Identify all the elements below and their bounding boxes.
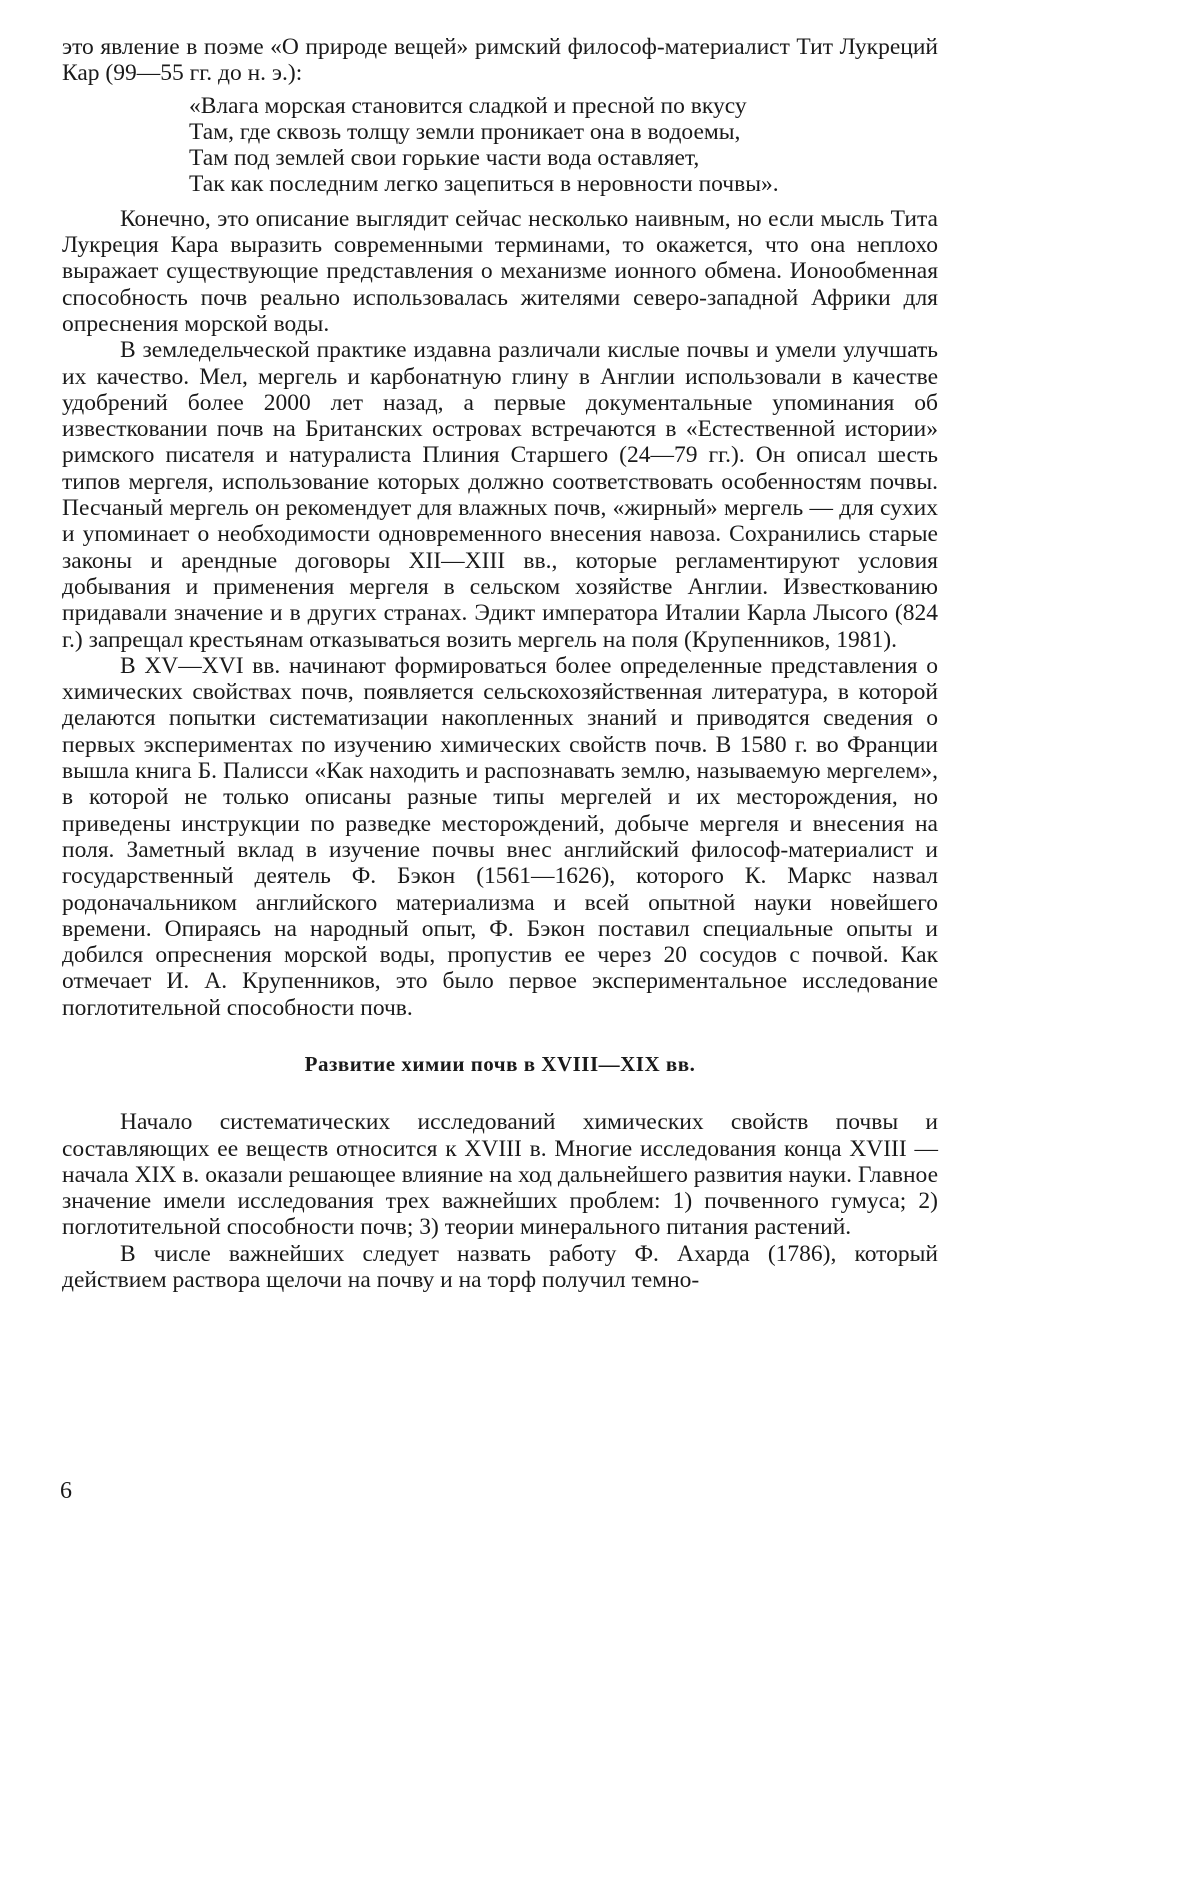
poem-line: Там, где сквозь толщу земли проникает она в водоемы,: [189, 119, 934, 145]
page-number: 6: [60, 1478, 72, 1505]
poem-line: Так как последним легко зацепиться в неровности почвы».: [189, 171, 934, 197]
paragraph-achard: В числе важнейших следует назвать работу Ф. Ахарда (1786), который действием раствора щелочи на почву и на торф получил темно-: [62, 1241, 938, 1294]
section-heading: Развитие химии почв в XVIII—XIX вв.: [62, 1051, 938, 1077]
poem-quote: [189, 93, 934, 198]
intro-paragraph: это явление в поэме «О природе вещей» римский философ-материалист Тит Лукреций Кар (99—55 гг. до н. э.):: [62, 34, 938, 87]
paragraph-systematic-research: Начало систематических исследований химических свойств почвы и составляющих ее веществ относится к XVIII в. Многие исследования конца XVIII — начала XIX в. оказали решающее влияние на ход дальнейшего развития науки. Главное значение имели исследования трех важнейших проблем: 1) почвенного гумуса; 2) поглотительной способности почв; 3) теории минерального питания растений.: [62, 1109, 938, 1240]
page-body: [62, 34, 938, 1293]
paragraph-liming-history: В земледельческой практике издавна различали кислые почвы и умели улучшать их качество. Мел, мергель и карбонатную глину в Англии использовали в качестве удобрений более 2000 лет назад, а первые документальные упоминания об известковании почв на Британских островах встречаются в «Естественной истории» римского писателя и натуралиста Плиния Старшего (24—79 гг.). Он описал шесть типов мергеля, использование которых должно соответствовать особенностям почвы. Песчаный мергель он рекомендует для влажных почв, «жирный» мергель — для сухих и упоминает о необходимости одновременного внесения навоза. Сохранились старые законы и арендные договоры XII—XIII вв., которые регламентируют условия добывания и применения мергеля в сельском хозяйстве Англии. Известкованию придавали значение и в других странах. Эдикт императора Италии Карла Лысого (824 г.) запрещал крестьянам отказываться возить мергель на поля (Крупенников, 1981).: [62, 337, 938, 653]
paragraph-lucretius: Конечно, это описание выглядит сейчас несколько наивным, но если мысль Тита Лукреция Кара выразить современными терминами, то окажется, что она неплохо выражает существующие представления о механизме ионного обмена. Ионообменная способность почв реально использовалась жителями северо-западной Африки для опреснения морской воды.: [62, 206, 938, 337]
paragraph-15-16-century: В XV—XVI вв. начинают формироваться более определенные представления о химических свойствах почв, появляется сельскохозяйственная литература, в которой делаются попытки систематизации накопленных знаний и приводятся сведения о первых экспериментах по изучению химических свойств почв. В 1580 г. во Франции вышла книга Б. Палисси «Как находить и распознавать землю, называемую мергелем», в которой не только описаны разные типы мергелей и их месторождения, но приведены инструкции по разведке месторождений, добыче мергеля и внесения на поля. Заметный вклад в изучение почвы внес английский философ-материалист и государственный деятель Ф. Бэкон (1561—1626), которого К. Маркс назвал родоначальником английского материализма и всей опытной науки новейшего времени. Опираясь на народный опыт, Ф. Бэкон поставил специальные опыты и добился опреснения морской воды, пропустив ее через 20 сосудов с почвой. Как отмечает И. А. Крупенников, это было первое экспериментальное исследование поглотительной способности почв.: [62, 653, 938, 1021]
poem-line: Там под землей свои горькие части вода оставляет,: [189, 145, 934, 171]
poem-line: «Влага морская становится сладкой и пресной по вкусу: [189, 93, 934, 119]
